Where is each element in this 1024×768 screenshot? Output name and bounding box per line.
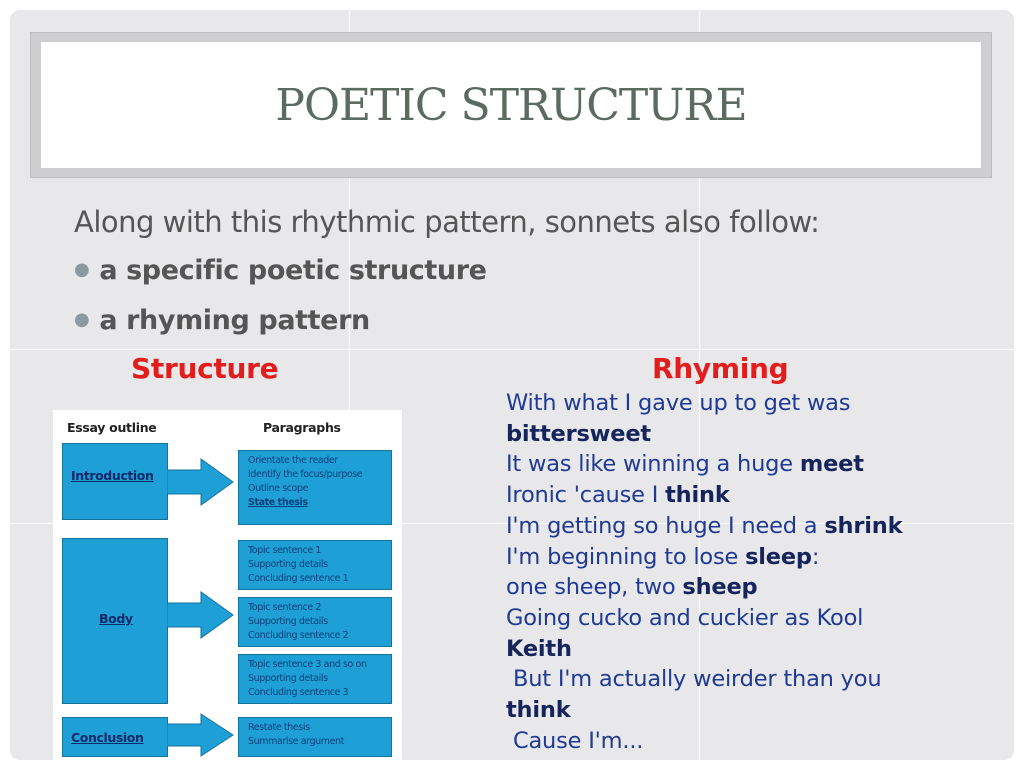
poem-line: Ironic 'cause I think <box>506 482 730 509</box>
structure-heading: Structure <box>131 352 279 385</box>
poem-line: It was like winning a huge meet <box>506 451 864 478</box>
title-frame <box>30 32 992 178</box>
introduction-paragraph-box: Orientate the reader Identify the focus/purpose Outline scope State thesis <box>238 450 392 525</box>
bullet-dot-icon: ● <box>74 259 90 280</box>
slide <box>10 10 1014 760</box>
bullet-text: a rhyming pattern <box>99 305 370 336</box>
poem-line: But I'm actually weirder than you <box>506 666 882 693</box>
conclusion-label: Conclusion <box>71 730 144 745</box>
poem-line: I'm beginning to lose sleep: <box>506 543 820 570</box>
essay-outline-label: Essay outline <box>67 420 157 435</box>
bullet-text: a specific poetic structure <box>99 255 487 286</box>
bullet-dot-icon: ● <box>74 309 90 330</box>
bullet-item <box>74 255 487 286</box>
poem-line: I'm getting so huge I need a shrink <box>506 512 903 539</box>
bullet-item <box>74 305 370 336</box>
body-paragraph-box: Topic sentence 3 and so on Supporting details Concluding sentence 3 <box>238 654 392 704</box>
arrow-right-icon <box>167 590 237 640</box>
poem-line: one sheep, two sheep <box>506 574 758 601</box>
conclusion-paragraph-box: Restate thesis Summarise argument <box>238 717 392 757</box>
poem-line: With what I gave up to get was <box>506 390 851 416</box>
arrow-right-icon <box>167 457 237 507</box>
slide-title: POETIC STRUCTURE <box>275 79 747 131</box>
poem-line: Cause I'm... <box>506 727 644 754</box>
poem-line: Going cucko and cuckier as Kool <box>506 604 864 631</box>
introduction-label: Introduction <box>71 468 154 483</box>
poem-line: think <box>506 697 571 724</box>
arrow-right-icon <box>167 712 237 758</box>
title-box <box>41 42 981 168</box>
body-paragraph-box: Topic sentence 2 Supporting details Concluding sentence 2 <box>238 597 392 647</box>
body-label: Body <box>99 611 133 626</box>
grid-line <box>10 349 1014 350</box>
rhyming-heading: Rhyming <box>652 352 789 385</box>
paragraphs-label: Paragraphs <box>263 420 341 435</box>
essay-outline-figure <box>53 410 402 760</box>
poem-line: bittersweet <box>506 420 651 447</box>
intro-text: Along with this rhythmic pattern, sonnets also follow: <box>74 205 820 239</box>
poem-lyrics <box>506 388 986 756</box>
body-paragraph-box: Topic sentence 1 Supporting details Concluding sentence 1 <box>238 540 392 590</box>
poem-line: Keith <box>506 635 572 662</box>
